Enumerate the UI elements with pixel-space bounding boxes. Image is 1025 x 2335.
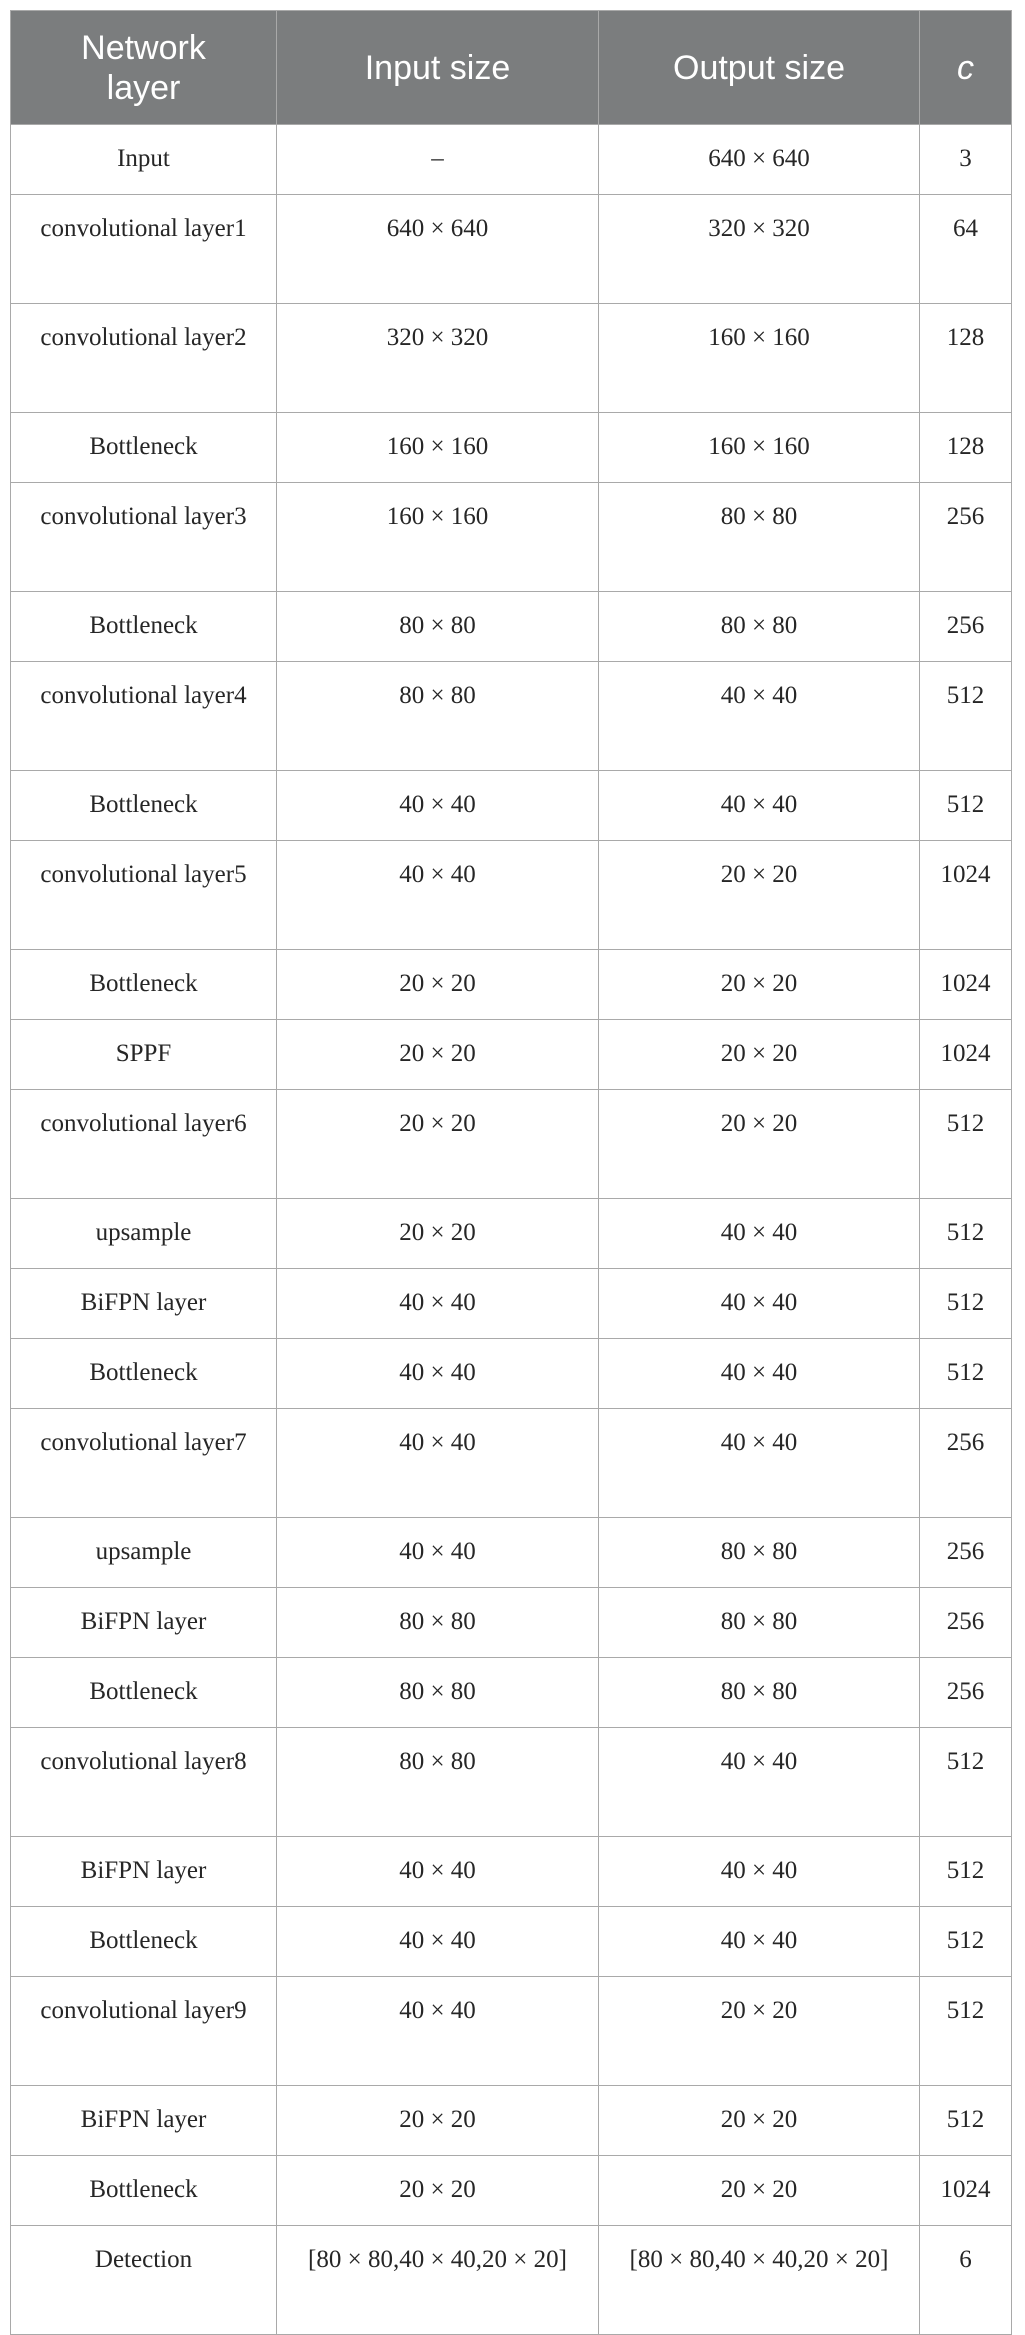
output-size-cell: 40 × 40 [599,1837,920,1907]
header-network-layer-text: Network layer [81,28,206,107]
layer-cell: Bottleneck [11,1339,277,1409]
header-network-layer [11,11,277,125]
input-size-cell: 80 × 80 [277,592,599,662]
output-size-cell: 40 × 40 [599,662,920,771]
c-cell: 64 [920,195,1012,304]
c-cell: 256 [920,1658,1012,1728]
c-cell: 512 [920,771,1012,841]
output-size-cell: 80 × 80 [599,592,920,662]
layer-cell: convolutional layer5 [11,841,277,950]
c-cell: 1024 [920,950,1012,1020]
input-size-cell: 80 × 80 [277,662,599,771]
input-size-cell: 320 × 320 [277,304,599,413]
network-layers-table [10,10,1012,2335]
layer-cell: convolutional layer2 [11,304,277,413]
layer-cell: Bottleneck [11,2156,277,2226]
c-cell: 512 [920,1728,1012,1837]
input-size-cell: 20 × 20 [277,1090,599,1199]
layer-cell: convolutional layer1 [11,195,277,304]
input-size-cell: 40 × 40 [277,1518,599,1588]
c-cell: 512 [920,1339,1012,1409]
output-size-cell: 640 × 640 [599,125,920,195]
input-size-cell: 40 × 40 [277,1409,599,1518]
header-c: c [920,11,1012,125]
output-size-cell: 20 × 20 [599,950,920,1020]
output-size-cell: 160 × 160 [599,413,920,483]
table-row [11,2156,1012,2226]
table-row [11,950,1012,1020]
output-size-cell: 40 × 40 [599,1199,920,1269]
table-row [11,195,1012,304]
c-cell: 128 [920,304,1012,413]
table-row [11,1837,1012,1907]
c-cell: 1024 [920,1020,1012,1090]
c-cell: 512 [920,1199,1012,1269]
c-cell: 512 [920,1090,1012,1199]
output-size-cell: 40 × 40 [599,1339,920,1409]
table-row [11,1409,1012,1518]
c-cell: 3 [920,125,1012,195]
layer-cell: Bottleneck [11,771,277,841]
input-size-cell: 20 × 20 [277,950,599,1020]
table-row [11,771,1012,841]
table-row [11,1269,1012,1339]
table-row [11,1339,1012,1409]
input-size-cell: 80 × 80 [277,1728,599,1837]
c-cell: 512 [920,2086,1012,2156]
layer-cell: Bottleneck [11,1658,277,1728]
output-size-cell: 40 × 40 [599,771,920,841]
input-size-cell: 640 × 640 [277,195,599,304]
input-size-cell: 40 × 40 [277,1977,599,2086]
c-cell: 512 [920,1269,1012,1339]
table-row [11,304,1012,413]
input-size-cell: 40 × 40 [277,771,599,841]
input-size-cell: 40 × 40 [277,1339,599,1409]
table-row [11,1588,1012,1658]
layer-cell: convolutional layer8 [11,1728,277,1837]
input-size-cell: 40 × 40 [277,1837,599,1907]
layer-cell: Bottleneck [11,1907,277,1977]
header-output-size: Output size [599,11,920,125]
table-row [11,1199,1012,1269]
table-row [11,592,1012,662]
c-cell: 1024 [920,841,1012,950]
output-size-cell: 20 × 20 [599,2156,920,2226]
layer-cell: BiFPN layer [11,1269,277,1339]
input-size-cell: 20 × 20 [277,1199,599,1269]
layer-cell: BiFPN layer [11,1837,277,1907]
output-size-cell: 80 × 80 [599,1588,920,1658]
input-size-cell: 80 × 80 [277,1658,599,1728]
table-row [11,1518,1012,1588]
table-row [11,413,1012,483]
input-size-cell: 40 × 40 [277,841,599,950]
input-size-cell: 20 × 20 [277,1020,599,1090]
c-cell: 512 [920,1907,1012,1977]
layer-cell: convolutional layer9 [11,1977,277,2086]
input-size-cell: 80 × 80 [277,1588,599,1658]
c-cell: 1024 [920,2156,1012,2226]
layer-cell: SPPF [11,1020,277,1090]
output-size-cell: 320 × 320 [599,195,920,304]
table-row [11,1977,1012,2086]
output-size-cell: 80 × 80 [599,1518,920,1588]
output-size-cell: 40 × 40 [599,1409,920,1518]
c-cell: 256 [920,1588,1012,1658]
output-size-cell: 80 × 80 [599,1658,920,1728]
output-size-cell: 160 × 160 [599,304,920,413]
layer-cell: Input [11,125,277,195]
layer-cell: Bottleneck [11,950,277,1020]
input-size-cell: 40 × 40 [277,1269,599,1339]
table-header [11,11,1012,125]
layer-cell: convolutional layer6 [11,1090,277,1199]
output-size-cell: 40 × 40 [599,1269,920,1339]
layer-cell: BiFPN layer [11,1588,277,1658]
input-size-cell: 20 × 20 [277,2086,599,2156]
table-row [11,1658,1012,1728]
c-cell: 256 [920,483,1012,592]
c-cell: 512 [920,1837,1012,1907]
table-row [11,2226,1012,2335]
input-size-cell: 40 × 40 [277,1907,599,1977]
layer-cell: BiFPN layer [11,2086,277,2156]
layer-cell: Bottleneck [11,592,277,662]
input-size-cell: 160 × 160 [277,483,599,592]
table-row [11,1728,1012,1837]
table-body [11,125,1012,2335]
layer-cell: convolutional layer3 [11,483,277,592]
output-size-cell: [80 × 80,40 × 40,20 × 20] [599,2226,920,2335]
input-size-cell: [80 × 80,40 × 40,20 × 20] [277,2226,599,2335]
table-row [11,1090,1012,1199]
table-row [11,125,1012,195]
header-row [11,11,1012,125]
output-size-cell: 80 × 80 [599,483,920,592]
output-size-cell: 20 × 20 [599,841,920,950]
output-size-cell: 40 × 40 [599,1907,920,1977]
c-cell: 512 [920,1977,1012,2086]
input-size-cell: – [277,125,599,195]
output-size-cell: 20 × 20 [599,1090,920,1199]
c-cell: 256 [920,1409,1012,1518]
input-size-cell: 160 × 160 [277,413,599,483]
table-row [11,1020,1012,1090]
output-size-cell: 20 × 20 [599,1977,920,2086]
layer-cell: upsample [11,1199,277,1269]
input-size-cell: 20 × 20 [277,2156,599,2226]
layer-cell: Detection [11,2226,277,2335]
table-row [11,841,1012,950]
table-row [11,2086,1012,2156]
table-row [11,1907,1012,1977]
output-size-cell: 40 × 40 [599,1728,920,1837]
layer-cell: convolutional layer7 [11,1409,277,1518]
layer-cell: Bottleneck [11,413,277,483]
header-input-size: Input size [277,11,599,125]
output-size-cell: 20 × 20 [599,1020,920,1090]
c-cell: 256 [920,1518,1012,1588]
c-cell: 6 [920,2226,1012,2335]
table-row [11,483,1012,592]
table-row [11,662,1012,771]
c-cell: 256 [920,592,1012,662]
c-cell: 512 [920,662,1012,771]
layer-cell: convolutional layer4 [11,662,277,771]
output-size-cell: 20 × 20 [599,2086,920,2156]
c-cell: 128 [920,413,1012,483]
layer-cell: upsample [11,1518,277,1588]
